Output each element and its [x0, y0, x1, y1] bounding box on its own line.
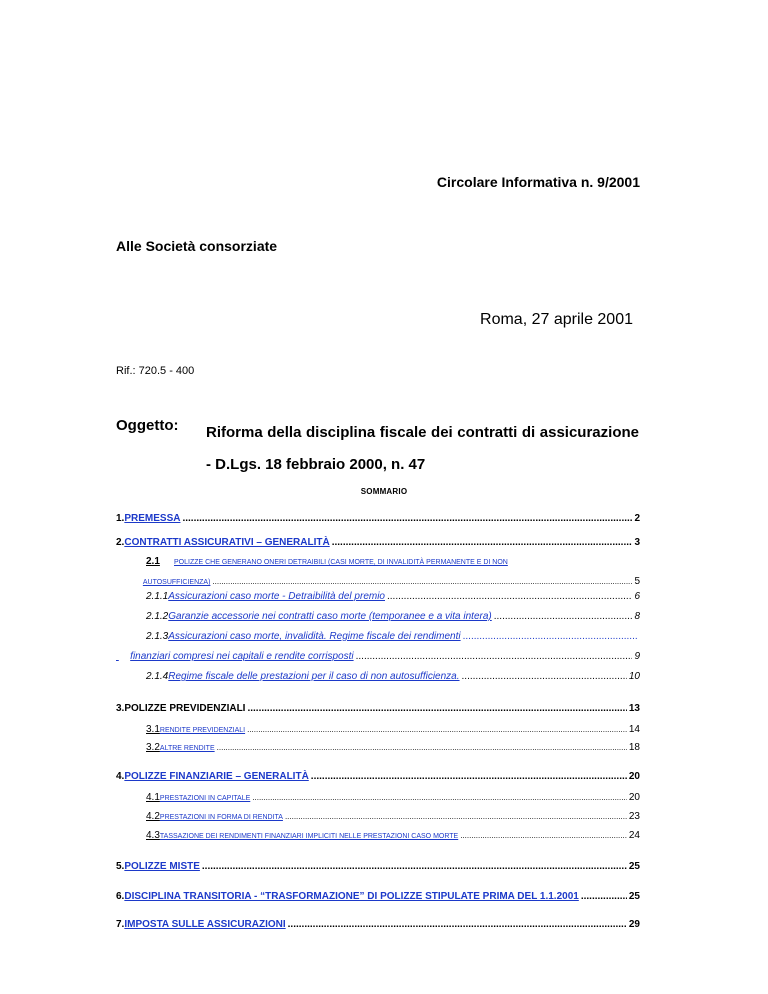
leader-dots: [494, 611, 633, 622]
toc-link[interactable]: PREMESSA: [124, 513, 181, 524]
leader-dots: [217, 743, 627, 752]
toc-link[interactable]: finanziari compresi nei capitali e rendite corrisposti: [130, 651, 354, 662]
toc-page: 23: [628, 811, 640, 822]
toc-number: 2.1: [146, 556, 160, 567]
table-of-contents: [116, 0, 640, 994]
toc-number: 6.: [116, 891, 125, 902]
toc-item-imposta-assicurazioni[interactable]: [116, 919, 640, 930]
toc-number: 2.1.3: [146, 631, 169, 642]
leader-dots: [462, 671, 627, 682]
toc-page: 14: [628, 724, 640, 735]
leader-dots: [212, 577, 632, 586]
toc-number: 4.2: [146, 811, 160, 822]
toc-link[interactable]: POLIZZE CHE GENERANO ONERI DETRAIBILI (CASI MORTE, DI INVALIDITÀ PERMANENTE E DI NON: [174, 559, 508, 566]
toc-page: 29: [628, 919, 640, 930]
toc-number: 4.3: [146, 830, 160, 841]
toc-link[interactable]: Garanzie accessorie nei contratti caso morte (temporanee e a vita intera): [168, 611, 492, 622]
leader-dots: [460, 831, 627, 840]
toc-link[interactable]: POLIZZE PREVIDENZIALI: [124, 703, 246, 714]
toc-page: 18: [628, 742, 640, 753]
toc-link[interactable]: Regime fiscale delle prestazioni per il caso di non autosufficienza.: [168, 671, 460, 682]
reference: Rif.: 720.5 - 400: [116, 365, 195, 377]
toc-item-polizze-finanziarie[interactable]: [116, 771, 640, 782]
toc-link[interactable]: CONTRATTI ASSICURATIVI – GENERALITÀ: [124, 537, 330, 548]
toc-number: 7.: [116, 919, 125, 930]
leader-dots: [252, 793, 627, 802]
toc-page: 25: [628, 891, 640, 902]
leader-dots: [182, 513, 632, 524]
toc-number: 1.: [116, 513, 125, 524]
toc-number: 2.1.4: [146, 671, 169, 682]
toc-number: 2.1.2: [146, 611, 169, 622]
toc-item-2-1-2[interactable]: [116, 611, 640, 622]
leader-dots: [356, 651, 633, 662]
toc-page: 2: [634, 513, 640, 524]
toc-link[interactable]: IMPOSTA SULLE ASSICURAZIONI: [124, 919, 286, 930]
toc-page: 9: [634, 651, 640, 662]
toc-item-2-1-1[interactable]: [116, 591, 640, 602]
leader-dots: [202, 861, 627, 872]
place-date: Roma, 27 aprile 2001: [480, 311, 633, 328]
toc-item-polizze-miste[interactable]: [116, 861, 640, 872]
toc-page: 5: [634, 576, 640, 587]
toc-number: 3.: [116, 703, 125, 714]
toc-number: 3.2: [146, 742, 160, 753]
toc-number: 5.: [116, 861, 125, 872]
toc-number: 3.1: [146, 724, 160, 735]
toc-item-2-1-3-cont[interactable]: [116, 651, 640, 662]
toc-link[interactable]: AUTOSUFFICIENZA): [142, 579, 211, 586]
circolare-title: Circolare Informativa n. 9/2001: [436, 174, 640, 190]
leader-dots: [247, 703, 626, 714]
toc-link[interactable]: Assicurazioni caso morte, invalidità. Regime fiscale dei rendimenti: [168, 631, 461, 642]
toc-page: 10: [628, 671, 640, 682]
toc-item-contratti-assicurativi[interactable]: [116, 537, 640, 548]
toc-item-2-1-3[interactable]: [116, 631, 640, 642]
leader-dots: [332, 537, 633, 548]
toc-page: 24: [628, 830, 640, 841]
toc-link[interactable]: PRESTAZIONI IN FORMA DI RENDITA: [159, 814, 283, 821]
leader-dots: [288, 919, 627, 930]
toc-link[interactable]: POLIZZE MISTE: [124, 861, 200, 872]
toc-page: 8: [634, 611, 640, 622]
leader-dots: [387, 591, 632, 602]
toc-item-4-1[interactable]: [116, 792, 640, 803]
toc-number: 4.1: [146, 792, 160, 803]
toc-item-3-2[interactable]: [116, 742, 640, 753]
leader-dots: [463, 631, 638, 642]
toc-page: 25: [628, 861, 640, 872]
leader-dots: [285, 812, 627, 821]
toc-item-premessa[interactable]: [116, 513, 640, 524]
subject-label: Oggetto:: [116, 417, 179, 434]
leader-dots: [581, 891, 627, 902]
toc-link[interactable]: TASSAZIONE DEI RENDIMENTI FINANZIARI IMPLICITI NELLE PRESTAZIONI CASO MORTE: [159, 833, 459, 840]
toc-page: 20: [628, 771, 640, 782]
toc-page: 20: [628, 792, 640, 803]
toc-number: 4.: [116, 771, 125, 782]
summary-title: SOMMARIO: [360, 487, 408, 496]
leader-dots: [311, 771, 627, 782]
toc-page: 13: [628, 703, 640, 714]
toc-link[interactable]: RENDITE PREVIDENZIALI: [159, 727, 246, 734]
toc-item-2-1-cont[interactable]: [116, 576, 640, 587]
toc-item-4-2[interactable]: [116, 811, 640, 822]
toc-page: 3: [634, 537, 640, 548]
toc-item-disciplina-transitoria[interactable]: [116, 891, 640, 902]
toc-number: 2.: [116, 537, 125, 548]
toc-link[interactable]: POLIZZE FINANZIARIE – GENERALITÀ: [124, 771, 309, 782]
subject-text: Riforma della disciplina fiscale dei contratti di assicurazione - D.Lgs. 18 febbraio 2000, n. 47: [206, 424, 639, 473]
leader-dots: [247, 725, 627, 734]
toc-item-3-1[interactable]: [116, 724, 640, 735]
toc-item-2-1[interactable]: [116, 556, 640, 567]
recipients: Alle Società consorziate: [116, 238, 278, 254]
toc-page: 6: [634, 591, 640, 602]
toc-link[interactable]: Assicurazioni caso morte - Detraibilità del premio: [168, 591, 385, 602]
toc-link[interactable]: DISCIPLINA TRANSITORIA - “TRASFORMAZIONE” DI POLIZZE STIPULATE PRIMA DEL 1.1.2001: [124, 891, 579, 902]
toc-number: 2.1.1: [146, 591, 169, 602]
toc-item-4-3[interactable]: [116, 830, 640, 841]
toc-item-polizze-previdenziali[interactable]: [116, 703, 640, 714]
toc-item-2-1-4[interactable]: [116, 671, 640, 682]
toc-link[interactable]: ALTRE RENDITE: [159, 745, 215, 752]
toc-link[interactable]: PRESTAZIONI IN CAPITALE: [159, 795, 251, 802]
